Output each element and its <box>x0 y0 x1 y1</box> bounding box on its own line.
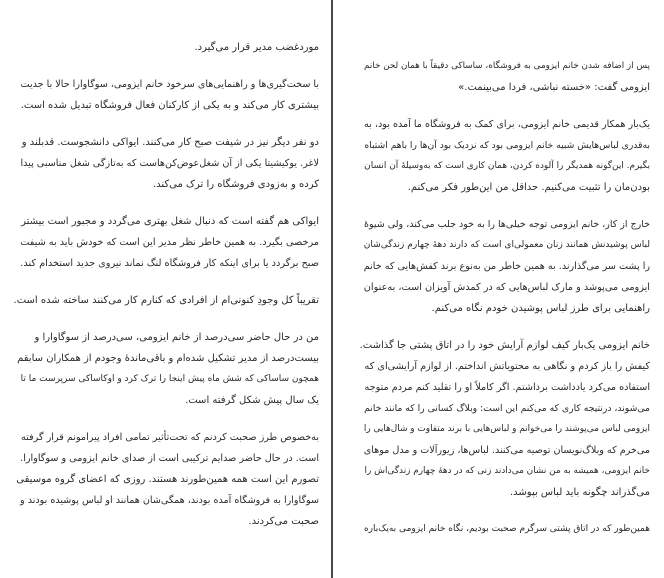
text-line: دو نفر دیگر نیز در شیفت صبح کار می‌کنند. ایواکی دانشجوست. قدبلند و <box>21 137 319 148</box>
text-line: من در حال حاضر سی‌درصد از خانم ایزومی، سی‌درصد از سوگاوارا و <box>34 332 319 343</box>
text-line: با سخت‌گیری‌ها و راهنمایی‌های سرخود خانم ایزومی، سوگاوارا حالا با جدیت <box>20 79 319 90</box>
text-line: ایواکی هم گفته است که دنبال شغل بهتری می‌گردد و مجبور است بیشتر <box>21 216 319 227</box>
paragraph <box>358 56 650 98</box>
text-line: موردغضب مدیر قرار می‌گیرد. <box>194 42 319 53</box>
text-line: تقریباً کل وجودِ کنونی‌ام از افرادی که کنارم کار می‌کنند ساخته شده است. <box>14 295 319 306</box>
text-line: تصورم این است همه همین‌طورند هستند. روزی که اعضای گروه موسیقی <box>16 474 319 485</box>
text-line: همین‌طور که در اتاق پشتی سرگرم صحبت بودیم، نگاه خانم ایزومی به‌یک‌باره <box>363 524 650 534</box>
text-line: یک سال پیش شکل گرفته است. <box>185 395 319 406</box>
text-line: بیست‌درصد از مدیر تشکیل شده‌ام و باقی‌ماندهٔ وجودم از همکاران سابقم <box>17 353 319 364</box>
paragraph <box>358 519 650 540</box>
text-line: استفاده می‌کرد یادداشت برداشتم. اگر کاملاً او را تقلید کنم مردم متوجه <box>364 382 650 393</box>
paragraph <box>14 211 319 274</box>
text-line: می‌گذراند چگونه باید لباس بپوشد. <box>509 487 650 498</box>
text-line: به‌خصوص طرز صحبت کردنم که تحت‌تأثیر تمامی افراد پیرامونم قرار گرفته <box>20 432 319 443</box>
paragraph <box>14 74 319 116</box>
text-line: پس از اضافه شدن خانم ایزومی به فروشگاه، ساساکی دقیقاً با همان لحن خانم <box>364 61 650 71</box>
page-gutter-divider <box>331 0 333 578</box>
text-line: خانم ایزومی، همیشه به من نشان می‌دادند زنی که در دههٔ چهارم زندگی‌اش را <box>364 466 650 476</box>
text-line: کیفش را باز کردم و نگاهی به محتویاتش انداختم. از لوازم آرایشی‌ای که <box>364 361 650 372</box>
text-line: به‌قدری لباس‌هایش شبیه خانم ایزومی بود که نزدیک بود آن‌ها را باهم اشتباه <box>364 140 650 151</box>
right-page <box>358 0 650 578</box>
left-page <box>14 0 319 578</box>
text-line: صبح برگردد یا برای اینکه کار فروشگاه لنگ نماند نیروی جدید استخدام کند. <box>20 258 319 269</box>
text-line: را پشت سر می‌گذارند. به همین خاطر من به‌نوع برند کفش‌هایی که خانم <box>363 261 650 272</box>
text-line: ایزومی لباس می‌پوشند را می‌خوانم و لباس‌هایی با برند متفاوت و شال‌هایی را <box>363 424 650 434</box>
text-line: راهنمایی برای طرز لباس پوشیدن خودم نگاه می‌کنم. <box>431 303 650 314</box>
text-line: است. در حال حاضر صدایم ترکیبی است از صدای خانم ایزومی و سوگاوارا. <box>20 453 319 464</box>
paragraph <box>14 37 319 58</box>
text-line: همچون ساساکی که شش ماه پیش اینجا را ترک کرد و اوکاساکی سرپرست ما تا <box>20 374 319 384</box>
paragraph <box>358 335 650 503</box>
paragraph <box>14 132 319 195</box>
text-line: کرده و به‌زودی فروشگاه را ترک می‌کند. <box>152 179 319 190</box>
text-line: خارج از کار، خانم ایزومی توجه خیلی‌ها را به خود جلب می‌کند، ولی شیوهٔ <box>363 219 650 230</box>
text-line: بگیرم. این‌گونه همدیگر را آلوده کردن، همان کاری است که به‌وسیلهٔ آن انسان <box>364 161 650 171</box>
text-line: می‌خرم که وبلاگ‌نویسان توصیه می‌کنند. لباس‌ها، زیورآلات و مدل موهای <box>363 445 650 456</box>
text-line: یک‌بار همکار قدیمی خانم ایزومی، برای کمک به فروشگاه ما آمده بود، به <box>364 119 650 130</box>
text-line: لباس پوشیدنش همانند زنان معمولی‌ای است که دارند دههٔ چهارم زندگی‌شان <box>363 240 650 250</box>
text-line: می‌شوند، درنتیجه کاری که می‌کنم این است: وبلاگ کسانی را که مانند خانم <box>364 403 650 414</box>
text-line: بیشتری کار می‌کند و به یکی از کارکنان فعال فروشگاه تبدیل شده است. <box>20 100 319 111</box>
text-line: ایزومی گفت: «خسته نباشی، فردا می‌بینمت.» <box>458 82 650 93</box>
text-line: لاغر. یوکیشیتا یکی از آن شغل‌عوض‌کن‌هاست که به‌تازگی شغل مناسبی پیدا <box>20 158 319 169</box>
paragraph <box>14 290 319 311</box>
text-line: سوگاوارا به فروشگاه آمده بودند، همگی‌شان همانند او لباس پوشیده بودند و <box>20 495 319 506</box>
paragraph <box>358 114 650 198</box>
text-line: خانم ایزومی یک‌بار کیف لوازم آرایش خود را در اتاق پشتی جا گذاشت. <box>359 340 650 351</box>
text-line: بودن‌مان را تثبیت می‌کنیم. حداقل من این‌طور فکر می‌کنم. <box>407 182 650 193</box>
paragraph <box>358 214 650 319</box>
paragraph <box>14 427 319 532</box>
text-line: ایزومی می‌پوشد و مارک لباس‌هایی که در کمدش آویزان است، به‌عنوان <box>363 282 650 293</box>
text-line: صحبت می‌کردند. <box>248 516 319 527</box>
paragraph <box>14 327 319 411</box>
text-line: مرخصی بگیرد. به همین خاطر نظر مدیر این است که خودش باید به شیفت <box>20 237 319 248</box>
